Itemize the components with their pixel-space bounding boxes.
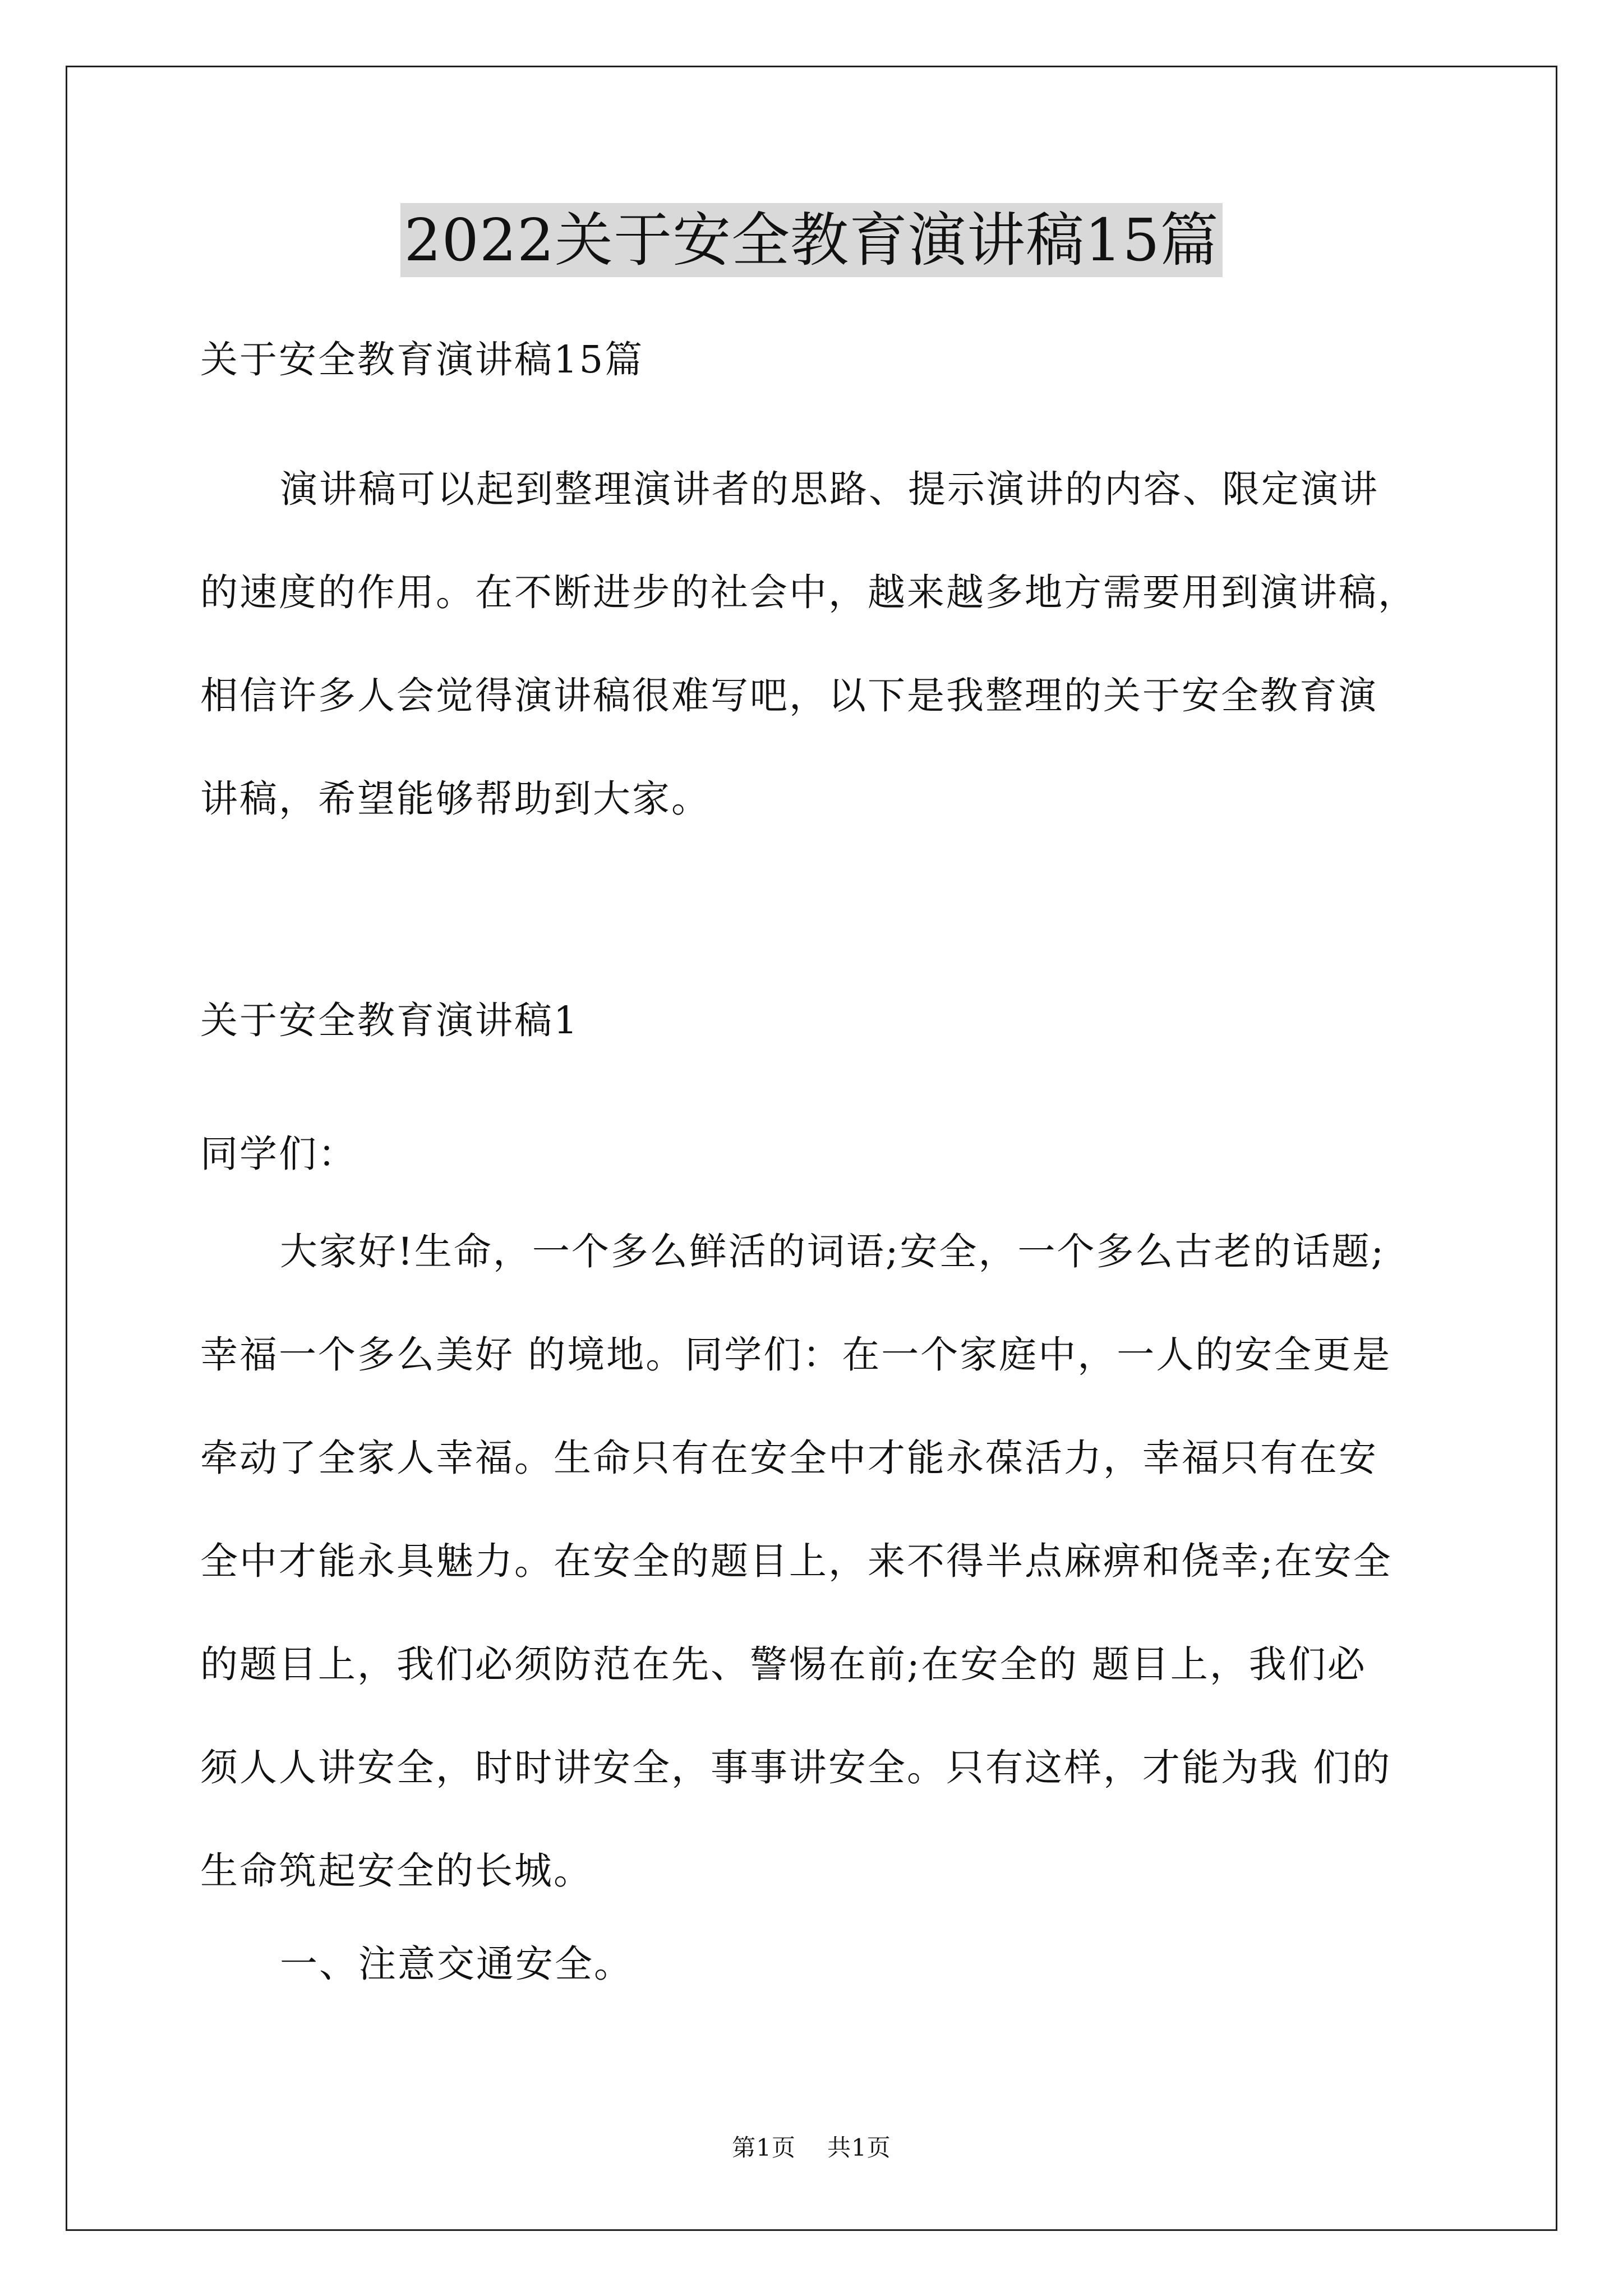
body-line: 须人人讲安全，时时讲安全，事事讲安全。只有这样，才能为我 们的 xyxy=(200,1746,1392,1789)
body-line: 生命筑起安全的长城。 xyxy=(200,1849,593,1893)
point-one-block xyxy=(200,1912,1434,2016)
body-paragraph xyxy=(200,1200,1434,1922)
document-subtitle-block xyxy=(200,308,1434,411)
section-heading-block xyxy=(200,969,1434,1072)
intro-line: 的速度的作用。在不断进步的社会中，越来越多地方需要用到演讲稿， xyxy=(200,570,1417,614)
document-title: 2022关于安全教育演讲稿15篇 xyxy=(400,203,1222,277)
intro-line: 演讲稿可以起到整理演讲者的思路、提示演讲的内容、限定演讲 xyxy=(280,467,1379,511)
body-line: 大家好!生命，一个多么鲜活的词语;安全，一个多么古老的话题; xyxy=(280,1230,1386,1273)
page-footer xyxy=(0,2131,1623,2165)
body-line: 牵动了全家人幸福。生命只有在安全中才能永葆活力，幸福只有在安 xyxy=(200,1436,1378,1480)
intro-line: 讲稿，希望能够帮助到大家。 xyxy=(200,777,711,821)
title-container xyxy=(0,203,1623,277)
body-line: 全中才能永具魅力。在安全的题目上，来不得半点麻痹和侥幸;在安全 xyxy=(200,1539,1393,1583)
document-subtitle: 关于安全教育演讲稿15篇 xyxy=(200,338,644,381)
point-one-text: 一、注意交通安全。 xyxy=(280,1942,633,1986)
greeting-block xyxy=(200,1102,1434,1205)
intro-paragraph xyxy=(200,438,1434,850)
intro-line: 相信许多人会觉得演讲稿很难写吧，以下是我整理的关于安全教育演 xyxy=(200,674,1378,717)
greeting-text: 同学们： xyxy=(200,1132,357,1176)
page-number-current: 第1页 xyxy=(732,2134,796,2161)
body-line: 幸福一个多么美好 的境地。同学们：在一个家庭中，一人的安全更是 xyxy=(200,1333,1392,1377)
section-heading: 关于安全教育演讲稿1 xyxy=(200,999,579,1042)
body-line: 的题目上，我们必须防范在先、警惕在前;在安全的 题目上，我们必 xyxy=(200,1642,1367,1686)
page-number-total: 共1页 xyxy=(827,2134,891,2161)
